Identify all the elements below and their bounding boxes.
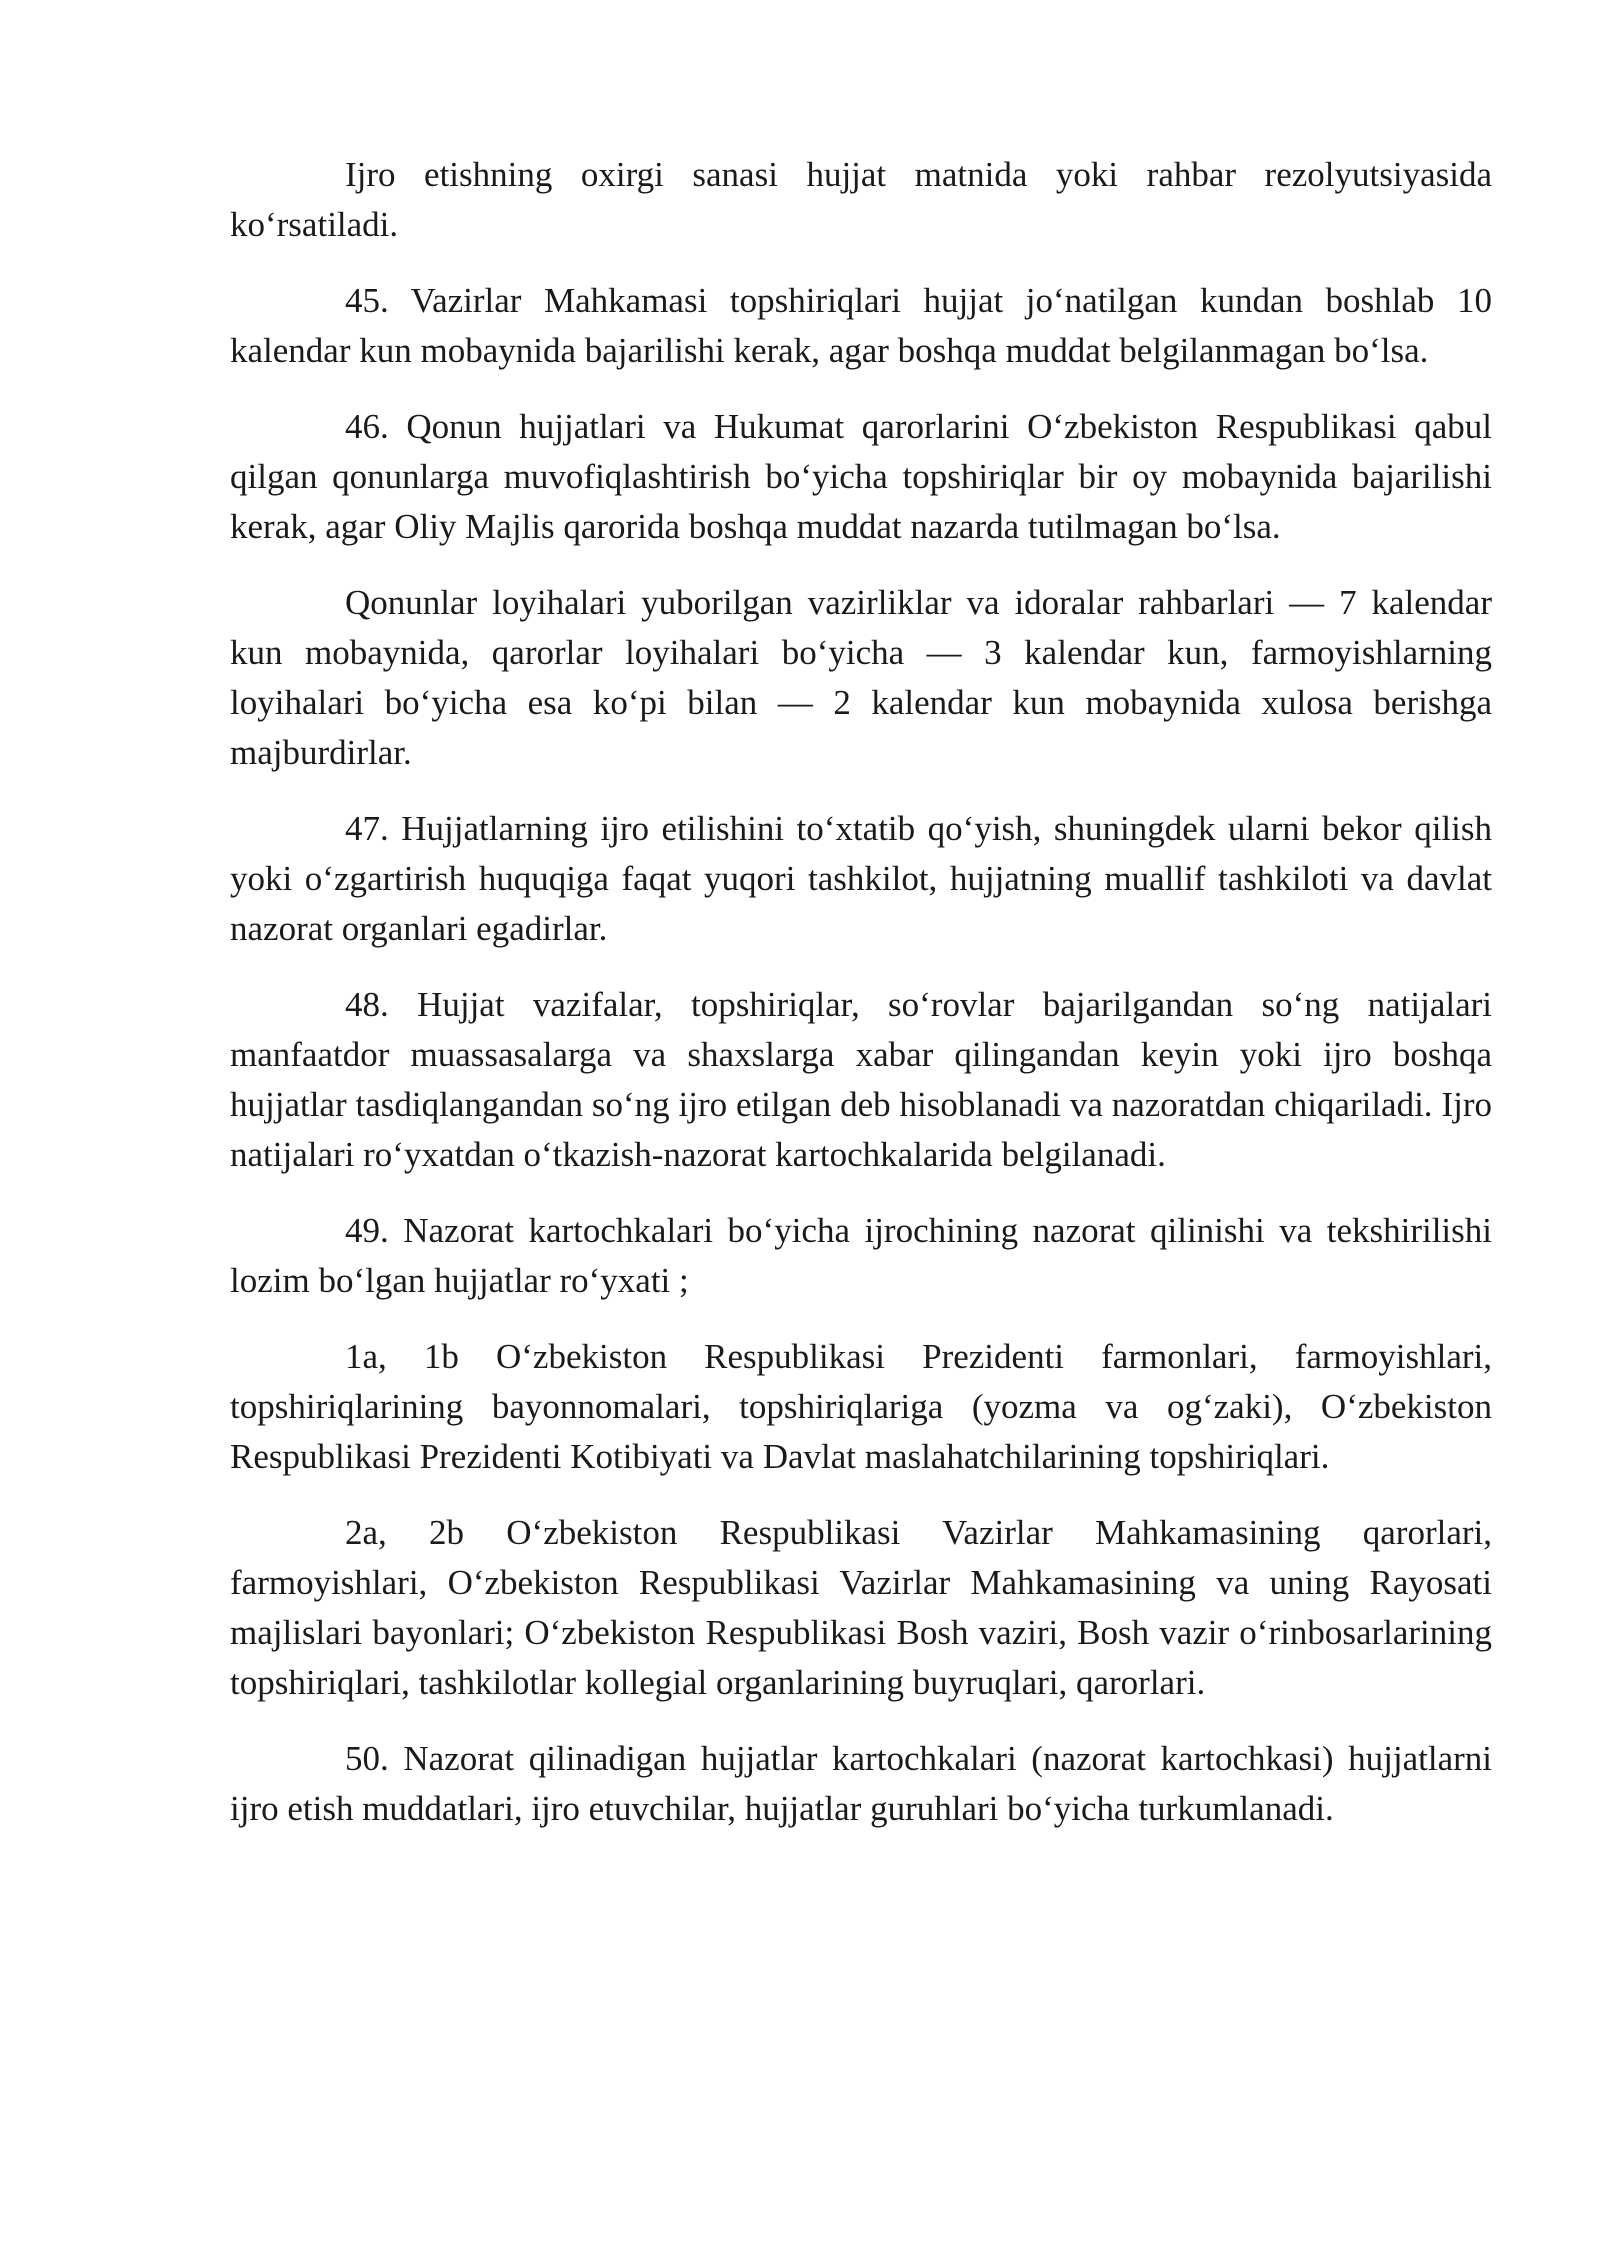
paragraph-2a-2b: 2a, 2b O‘zbekiston Respublikasi Vazirlar Mahkamasining qarorlari, farmoyishlari, O‘zbekiston Respublikasi Vazirlar Mahkamasining va uning Rayosati majlislari bayonlari; O‘zbekiston Respublikasi Bosh vaziri, Bosh vazir o‘rinbosarlarining topshiriqlari, tashkilotlar kollegial organlarining buyruqlari, qarorlari. [230,1513,1492,1702]
paragraph-1a-1b: 1a, 1b O‘zbekiston Respublikasi Prezidenti farmonlari, farmoyishlari, topshiriqlarining bayonnomalari, topshiriqlariga (yozma va og‘zaki), O‘zbekiston Respublikasi Prezidenti Kotibiyati va Davlat maslahatchilarining topshiriqlari. [230,1337,1492,1476]
paragraph-49: 49. Nazorat kartochkalari bo‘yicha ijrochining nazorat qilinishi va tekshirilishi lozim bo‘lgan hujjatlar ro‘yxati ; [230,1211,1492,1300]
paragraph-50: 50. Nazorat qilinadigan hujjatlar kartochkalari (nazorat kartochkasi) hujjatlarni ijro etish muddatlari, ijro etuvchilar, hujjatlar guruhlari bo‘yicha turkumlanadi. [230,1739,1492,1828]
paragraph-48: 48. Hujjat vazifalar, topshiriqlar, so‘rovlar bajarilgandan so‘ng natijalari manfaatdor muassasalarga va shaxslarga xabar qilingandan keyin yoki ijro boshqa hujjatlar tasdiqlangandan so‘ng ijro etilgan deb hisoblanadi va nazoratdan chiqariladi. Ijro natijalari ro‘yxatdan o‘tkazish-nazorat kartochkalarida belgilanadi. [230,985,1492,1174]
paragraph-draft-laws: Qonunlar loyihalari yuborilgan vazirliklar va idoralar rahbarlari — 7 kalendar kun mobaynida, qarorlar loyihalari bo‘yicha — 3 kalendar kun, farmoyishlarning loyihalari bo‘yicha esa ko‘pi bilan — 2 kalendar kun mobaynida xulosa berishga majburdirlar. [230,583,1492,772]
paragraph-47: 47. Hujjatlarning ijro etilishini to‘xtatib qo‘yish, shuningdek ularni bekor qilish yoki o‘zgartirish huquqiga faqat yuqori tashkilot, hujjatning muallif tashkiloti va davlat nazorat organlari egadirlar. [230,809,1492,948]
paragraph-execution-deadline: Ijro etishning oxirgi sanasi hujjat matnida yoki rahbar rezolyutsiyasida ko‘rsatiladi. [230,155,1492,244]
document-body [230,150,1492,1860]
paragraph-45: 45. Vazirlar Mahkamasi topshiriqlari hujjat jo‘natilgan kundan boshlab 10 kalendar kun mobaynida bajarilishi kerak, agar boshqa muddat belgilanmagan bo‘lsa. [230,281,1492,370]
paragraph-46: 46. Qonun hujjatlari va Hukumat qarorlarini O‘zbekiston Respublikasi qabul qilgan qonunlarga muvofiqlashtirish bo‘yicha topshiriqlar bir oy mobaynida bajarilishi kerak, agar Oliy Majlis qarorida boshqa muddat nazarda tutilmagan bo‘lsa. [230,407,1492,546]
